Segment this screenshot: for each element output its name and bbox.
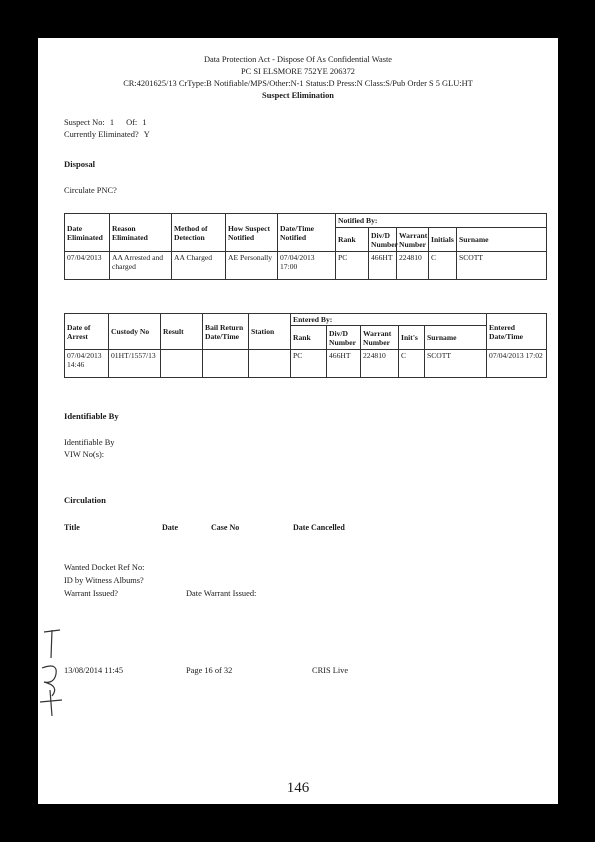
cell-entered-datetime: 07/04/2013 17:02 [487, 350, 547, 378]
header-line-2: PC SI ELSMORE 752YE 206372 [240, 67, 355, 76]
col-case-no: Case No [211, 523, 240, 532]
cell-rank: PC [291, 350, 327, 378]
id-witness-label: ID by Witness Albums? [64, 576, 144, 585]
col-datetime-notified: Date/Time Notified [278, 214, 336, 252]
footer-datetime: 13/08/2014 11:45 [64, 666, 124, 675]
notified-by-heading: Notified By: [336, 214, 547, 228]
col-warrant-number: Warrant Number [361, 326, 399, 350]
cell-warrant-number: 224810 [397, 252, 429, 280]
header-line-1: Data Protection Act - Dispose Of As Confidential Waste [203, 55, 393, 64]
cell-surname: SCOTT [425, 350, 487, 378]
circulation-heading: Circulation [64, 495, 106, 505]
col-initials: Initials [429, 228, 457, 252]
viw-no-label: VIW No(s): [64, 450, 105, 459]
cell-station [249, 350, 291, 378]
col-divd-number: Div/D Number [369, 228, 397, 252]
cell-reason-eliminated: AA Arrested and charged [110, 252, 172, 280]
col-how-notified: How Suspect Notified [226, 214, 278, 252]
suspect-of-label: Of: [126, 118, 138, 127]
document-page [38, 38, 558, 804]
page-number: 146 [286, 780, 310, 796]
cell-date-arrest: 07/04/2013 14:46 [65, 350, 109, 378]
col-rank: Rank [291, 326, 327, 350]
footer-system: CRIS Live [312, 666, 349, 675]
col-surname: Surname [457, 228, 547, 252]
arrest-table [64, 313, 547, 378]
col-inits: Init's [399, 326, 425, 350]
col-entered-datetime: Entered Date/Time [487, 314, 547, 350]
suspect-no-label: Suspect No: [64, 118, 105, 127]
wanted-docket-label: Wanted Docket Ref No: [64, 563, 145, 572]
cell-bail-return [203, 350, 249, 378]
col-surname: Surname [425, 326, 487, 350]
col-result: Result [161, 314, 203, 350]
header-title: Suspect Elimination [262, 91, 334, 100]
disposal-heading: Disposal [64, 159, 96, 169]
suspect-of-value: 1 [142, 118, 147, 127]
header-line-3: CR:4201625/13 CrType:B Notifiable/MPS/Other:N-1 Status:D Press:N Class:S/Pub Order S 5 GLU:HT [123, 79, 473, 88]
col-rank: Rank [336, 228, 369, 252]
elimination-table [64, 213, 547, 280]
col-date-arrest: Date of Arrest [65, 314, 109, 350]
cell-rank: PC [336, 252, 369, 280]
cell-datetime-notified: 07/04/2013 17:00 [278, 252, 336, 280]
entered-by-heading: Entered By: [291, 314, 487, 326]
eliminated-line [64, 130, 150, 139]
identifiable-by-label: Identifiable By [64, 438, 115, 447]
col-warrant-number: Warrant Number [397, 228, 429, 252]
col-divd-number: Div/D Number [327, 326, 361, 350]
col-custody-no: Custody No [109, 314, 161, 350]
col-date-eliminated: Date Eliminated [65, 214, 110, 252]
footer-page: Page 16 of 32 [186, 666, 233, 675]
cell-result [161, 350, 203, 378]
cell-method-detection: AA Charged [172, 252, 226, 280]
warrant-issued-label: Warrant Issued? [64, 589, 118, 598]
eliminated-label: Currently Eliminated? [64, 130, 139, 139]
cell-divd-number: 466HT [369, 252, 397, 280]
col-title: Title [64, 523, 80, 532]
identifiable-heading: Identifiable By [64, 411, 119, 421]
cell-inits: C [399, 350, 425, 378]
suspect-no-value: 1 [109, 118, 114, 127]
col-date: Date [162, 523, 178, 532]
cell-divd-number: 466HT [327, 350, 361, 378]
circulate-pnc-label: Circulate PNC? [64, 186, 117, 195]
cell-date-eliminated: 07/04/2013 [65, 252, 110, 280]
cell-custody-no: 01HT/1557/13 [109, 350, 161, 378]
suspect-number-line [64, 118, 147, 127]
date-warrant-label: Date Warrant Issued: [186, 589, 257, 598]
table-row [65, 350, 547, 378]
col-date-cancelled: Date Cancelled [293, 523, 345, 532]
col-method-detection: Method of Detection [172, 214, 226, 252]
cell-warrant-number: 224810 [361, 350, 399, 378]
cell-surname: SCOTT [457, 252, 547, 280]
col-reason-eliminated: Reason Eliminated [110, 214, 172, 252]
cell-initials: C [429, 252, 457, 280]
col-station: Station [249, 314, 291, 350]
col-bail-return: Bail Return Date/Time [203, 314, 249, 350]
table-row [65, 252, 547, 280]
eliminated-value: Y [143, 130, 150, 139]
cell-how-notified: AE Personally [226, 252, 278, 280]
